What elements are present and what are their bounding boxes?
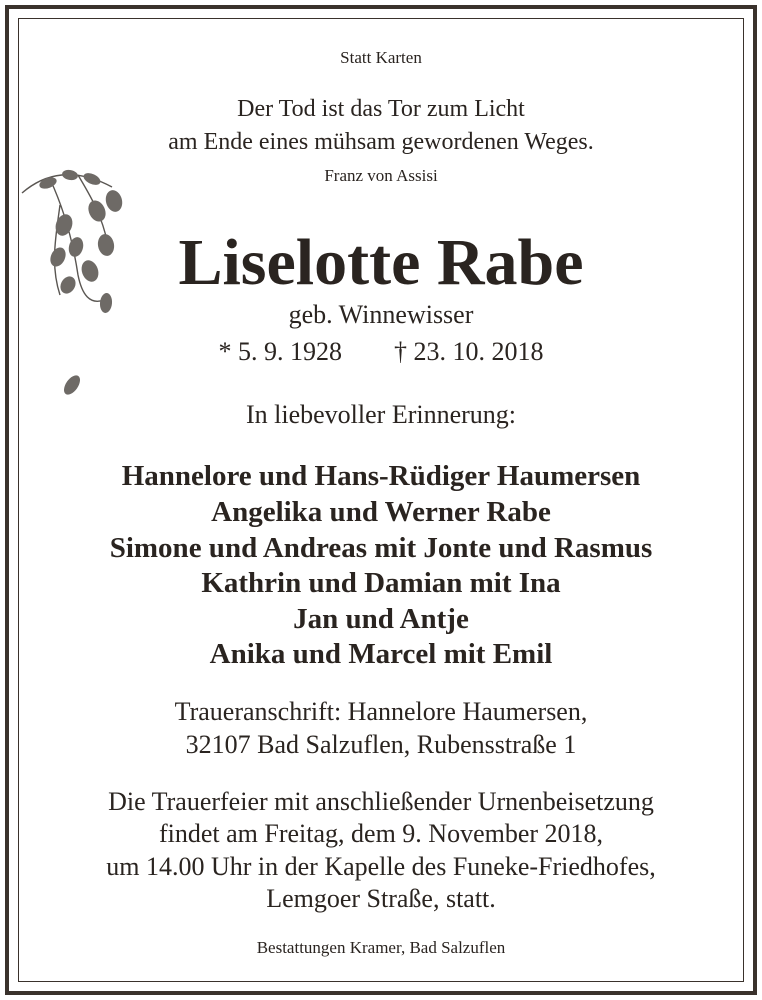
ceremony-line: Lemgoer Straße, statt. [266,884,496,913]
birth-date: * 5. 9. 1928 [218,337,342,366]
family-line: Hannelore und Hans-Rüdiger Haumersen [121,460,641,492]
deceased-name: Liselotte Rabe [178,226,584,299]
ceremony-line: findet am Freitag, dem 9. November 2018, [158,819,604,848]
family-line: Jan und Antje [293,603,469,635]
header-note: Statt Karten [340,48,422,67]
family-line: Anika und Marcel mit Emil [209,638,553,670]
undertaker-credit: Bestattungen Kramer, Bad Salzuflen [256,938,506,957]
family-line: Kathrin und Damian mit Ina [201,567,561,599]
life-dates [0,337,762,367]
quote-line-1: Der Tod ist das Tor zum Licht [237,96,525,122]
birth-name: geb. Winnewisser [288,300,474,329]
family-line: Angelika und Werner Rabe [211,496,551,528]
quote-line-2: am Ende eines mühsam gewordenen Weges. [168,129,594,155]
death-date: † 23. 10. 2018 [394,337,544,366]
address-line-2: 32107 Bad Salzuflen, Rubensstraße 1 [185,730,577,759]
family-line: Simone und Andreas mit Jonte und Rasmus [109,532,653,564]
remembrance-heading: In liebevoller Erinnerung: [245,400,517,429]
ceremony-line: Die Trauerfeier mit anschließender Urnenbeisetzung [108,787,654,816]
address-line-1: Traueranschrift: Hannelore Haumersen, [174,697,588,726]
ceremony-line: um 14.00 Uhr in der Kapelle des Funeke-Friedhofes, [106,852,656,881]
quote-author: Franz von Assisi [324,166,438,185]
